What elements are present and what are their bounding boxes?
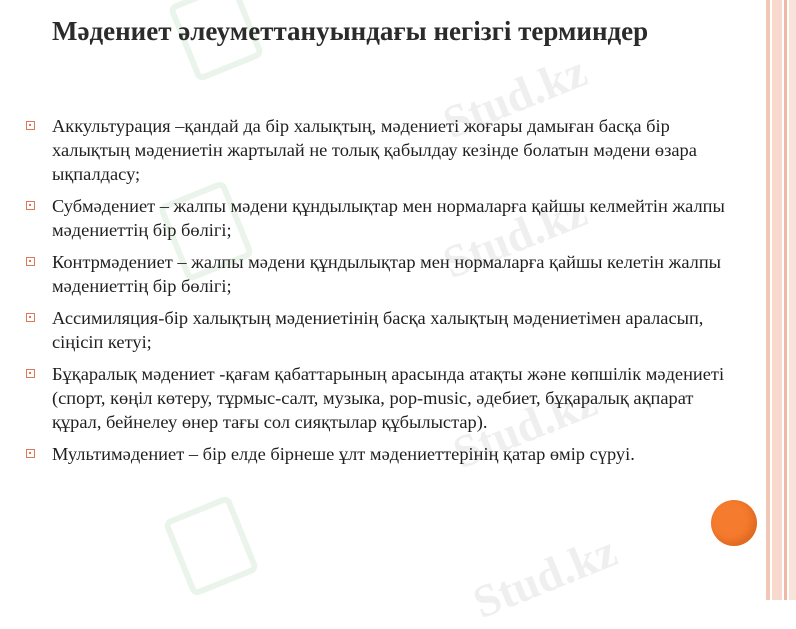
list-item-text: Контрмәдениет – жалпы мәдени құндылықтар мен нормаларға қайшы келетін жалпы мәдениеттің бір бөлігі;	[52, 252, 722, 296]
list-item	[26, 442, 746, 466]
decorative-stripe	[766, 0, 770, 600]
watermark-text: Stud.kz	[435, 184, 594, 289]
list-item	[26, 306, 746, 354]
slide-title: Мәдениет әлеуметтануындағы негізгі терминдер	[52, 16, 649, 46]
list-item-text: Субмәдениет – жалпы мәдени құндылықтар мен нормаларға қайшы келмейтін жалпы мәдениеттің бір бөлігі;	[52, 196, 725, 240]
watermark-text: Stud.kz	[435, 44, 594, 149]
list-item-text: Аккультурация –қандай да бір халықтың, мәдениеті жоғары дамыған басқа бір халықтың мәдениетін жартылай не толық қабылдау кезінде болатын мәдени өзара ықпалдасу;	[52, 116, 697, 184]
bullet-icon	[26, 201, 35, 210]
bullet-icon	[26, 257, 35, 266]
list-item	[26, 362, 746, 434]
list-item	[26, 114, 746, 186]
term-list	[26, 114, 746, 474]
watermark-text: Stud.kz	[465, 524, 624, 629]
decorative-stripe	[789, 0, 796, 600]
list-item-text: Мультимәдениет – бір елде бірнеше ұлт мәдениеттерінің қатар өмір сүруі.	[52, 444, 635, 464]
list-item	[26, 194, 746, 242]
decorative-stripe	[784, 0, 787, 600]
accent-circle	[711, 500, 757, 546]
list-item-text: Ассимиляция-бір халықтың мәдениетінің басқа халықтың мәдениетімен араласып, сіңісіп кетуі;	[52, 308, 704, 352]
decorative-stripe	[772, 0, 782, 600]
list-item	[26, 250, 746, 298]
bullet-icon	[26, 369, 35, 378]
bullet-icon	[26, 313, 35, 322]
list-item-text: Бұқаралық мәдениет -қағам қабаттарының арасында атақты және көпшілік мәдениеті (спорт, көңіл көтеру, тұрмыс-салт, музыка, pop-music, әдебиет, бұқаралық ақпарат құрал, бейнелеу өнер тағы сол сияқтылар құбылыстар).	[52, 364, 725, 432]
watermark-text: Stud.kz	[445, 374, 604, 479]
watermark-logo	[162, 494, 259, 597]
bullet-icon	[26, 121, 35, 130]
bullet-icon	[26, 449, 35, 458]
